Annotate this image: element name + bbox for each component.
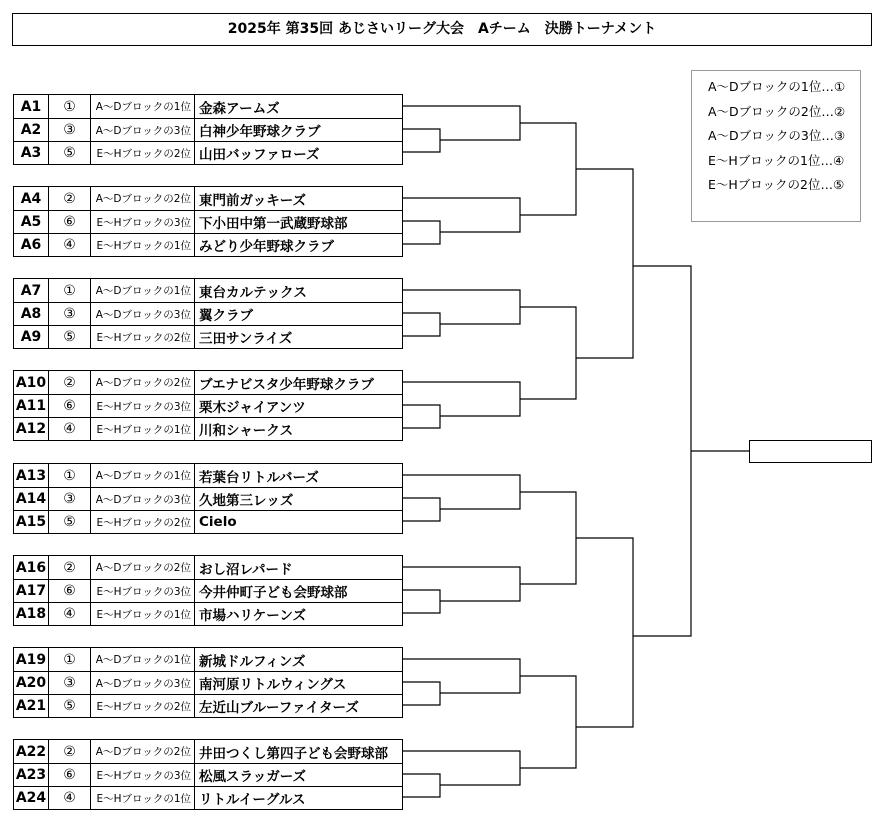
team-name: 川和シャークス — [199, 423, 294, 439]
seed-id: A24 — [14, 787, 49, 809]
team-name: 三田サンライズ — [199, 331, 293, 347]
seed-id: A19 — [14, 648, 49, 671]
qualifier-source: A～Dブロックの1位 — [91, 648, 195, 671]
seed-id: A21 — [14, 695, 49, 717]
team-name: リトルイーグルス — [199, 792, 306, 808]
qualifier-source: E～Hブロックの2位 — [91, 326, 195, 348]
qualifier-source: E～Hブロックの3位 — [91, 764, 195, 786]
qualifier-source: A～Dブロックの1位 — [91, 279, 195, 302]
team-name: 左近山ブルーファイターズ — [199, 700, 359, 716]
team-row — [14, 141, 402, 164]
team-name: 下小田中第一武蔵野球部 — [199, 216, 348, 232]
rank-mark: ⑥ — [49, 580, 91, 602]
team-row — [14, 464, 402, 487]
qualifier-source: A～Dブロックの2位 — [91, 556, 195, 579]
legend-line: A～Dブロックの3位…③ — [708, 128, 846, 143]
seed-id: A14 — [14, 488, 49, 510]
qualifier-source: A～Dブロックの3位 — [91, 303, 195, 325]
seed-id: A13 — [14, 464, 49, 487]
qualifier-source: E～Hブロックの1位 — [91, 234, 195, 256]
seed-id: A23 — [14, 764, 49, 786]
team-name: 若葉台リトルバーズ — [199, 469, 319, 486]
seed-id: A16 — [14, 556, 49, 579]
seed-id: A18 — [14, 603, 49, 625]
rank-mark: ① — [49, 279, 91, 302]
qualifier-source: E～Hブロックの3位 — [91, 580, 195, 602]
team-row — [14, 118, 402, 141]
bracket-group — [13, 370, 403, 441]
team-row — [14, 786, 402, 809]
seed-id: A22 — [14, 740, 49, 763]
legend-line: E～Hブロックの2位…⑤ — [708, 177, 845, 192]
team-row — [14, 371, 402, 394]
qualifier-source: E～Hブロックの2位 — [91, 695, 195, 717]
rank-mark: ③ — [49, 488, 91, 510]
rank-mark: ① — [49, 95, 91, 118]
team-row — [14, 302, 402, 325]
team-row — [14, 325, 402, 348]
team-name: 市場ハリケーンズ — [199, 608, 307, 624]
team-name: 井田つくし第四子ども会野球部 — [199, 745, 388, 762]
team-row — [14, 694, 402, 717]
qualifier-source: E～Hブロックの2位 — [91, 511, 195, 533]
seed-id: A1 — [14, 95, 49, 118]
team-row — [14, 763, 402, 786]
team-row — [14, 417, 402, 440]
seed-id: A20 — [14, 672, 49, 694]
team-name: 翼クラブ — [199, 308, 253, 324]
rank-mark: ④ — [49, 787, 91, 809]
qualifier-source: A～Dブロックの2位 — [91, 371, 195, 394]
team-row — [14, 279, 402, 302]
rank-mark: ① — [49, 464, 91, 487]
bracket-group — [13, 739, 403, 810]
rank-mark: ⑥ — [49, 211, 91, 233]
page-title: 2025年 第35回 あじさいリーグ大会 Aチーム 決勝トーナメント — [12, 13, 872, 46]
seed-id: A11 — [14, 395, 49, 417]
team-row — [14, 394, 402, 417]
team-name: 新城ドルフィンズ — [199, 653, 306, 670]
team-name: 山田バッファローズ — [199, 147, 320, 163]
bracket-group — [13, 463, 403, 534]
team-row — [14, 210, 402, 233]
rank-mark: ⑤ — [49, 142, 91, 164]
rank-mark: ④ — [49, 418, 91, 440]
rank-mark: ⑤ — [49, 695, 91, 717]
rank-mark: ③ — [49, 119, 91, 141]
team-name: みどり少年野球クラブ — [199, 239, 334, 255]
team-row — [14, 95, 402, 118]
team-name: 今井仲町子ども会野球部 — [199, 585, 348, 601]
team-name: 白神少年野球クラブ — [199, 124, 321, 140]
seed-id: A6 — [14, 234, 49, 256]
qualifier-source: A～Dブロックの1位 — [91, 95, 195, 118]
team-name: Cielo — [199, 514, 237, 530]
qualifier-source: E～Hブロックの1位 — [91, 418, 195, 440]
legend-line: A～Dブロックの2位…② — [708, 103, 846, 119]
qualifier-source: E～Hブロックの3位 — [91, 395, 195, 417]
bracket-group — [13, 278, 403, 349]
team-row — [14, 602, 402, 625]
qualifier-source: A～Dブロックの3位 — [91, 119, 195, 141]
bracket-group — [13, 555, 403, 626]
rank-mark: ① — [49, 648, 91, 671]
team-row — [14, 233, 402, 256]
team-name: おし沼レパード — [199, 561, 293, 578]
bracket-group — [13, 647, 403, 718]
bracket-group — [13, 94, 403, 165]
qualifier-source: A～Dブロックの3位 — [91, 488, 195, 510]
team-name: 栗木ジャイアンツ — [199, 400, 306, 416]
qualifier-source: A～Dブロックの1位 — [91, 464, 195, 487]
champion-box — [749, 440, 872, 463]
seed-id: A17 — [14, 580, 49, 602]
seed-id: A7 — [14, 279, 49, 302]
rank-mark: ⑤ — [49, 326, 91, 348]
team-row — [14, 187, 402, 210]
seed-id: A9 — [14, 326, 49, 348]
team-name: 東門前ガッキーズ — [199, 192, 307, 209]
team-row — [14, 579, 402, 602]
rank-mark: ③ — [49, 672, 91, 694]
bracket-group — [13, 186, 403, 257]
seed-id: A15 — [14, 511, 49, 533]
team-name: 金森アームズ — [199, 100, 280, 117]
qualifier-source: A～Dブロックの2位 — [91, 740, 195, 763]
qualifier-source: E～Hブロックの1位 — [91, 603, 195, 625]
rank-mark: ② — [49, 187, 91, 210]
seed-id: A5 — [14, 211, 49, 233]
rank-mark: ② — [49, 556, 91, 579]
seed-id: A4 — [14, 187, 49, 210]
legend-line: A～Dブロックの1位…① — [708, 79, 846, 94]
team-row — [14, 510, 402, 533]
team-name: 松風スラッガーズ — [199, 769, 307, 785]
qualifier-source: A～Dブロックの2位 — [91, 187, 195, 210]
seed-id: A8 — [14, 303, 49, 325]
seed-id: A3 — [14, 142, 49, 164]
rank-mark: ⑤ — [49, 511, 91, 533]
rank-mark: ② — [49, 371, 91, 394]
seed-id: A12 — [14, 418, 49, 440]
team-row — [14, 487, 402, 510]
team-name: 東台カルテックス — [199, 284, 307, 301]
team-name: 南河原リトルウィングス — [199, 677, 347, 693]
qualifier-source: A～Dブロックの3位 — [91, 672, 195, 694]
team-row — [14, 556, 402, 579]
seed-id: A2 — [14, 119, 49, 141]
team-name: 久地第三レッズ — [199, 493, 294, 509]
qualifier-source: E～Hブロックの1位 — [91, 787, 195, 809]
team-name: ブエナビスタ少年野球クラブ — [199, 376, 374, 393]
team-row — [14, 648, 402, 671]
rank-mark: ⑥ — [49, 764, 91, 786]
qualifier-source: E～Hブロックの3位 — [91, 211, 195, 233]
team-row — [14, 740, 402, 763]
rank-mark: ② — [49, 740, 91, 763]
rank-mark: ④ — [49, 603, 91, 625]
rank-mark: ③ — [49, 303, 91, 325]
seed-id: A10 — [14, 371, 49, 394]
team-row — [14, 671, 402, 694]
qualifier-source: E～Hブロックの2位 — [91, 142, 195, 164]
rank-mark: ⑥ — [49, 395, 91, 417]
rank-mark: ④ — [49, 234, 91, 256]
legend-line: E～Hブロックの1位…④ — [708, 152, 845, 168]
